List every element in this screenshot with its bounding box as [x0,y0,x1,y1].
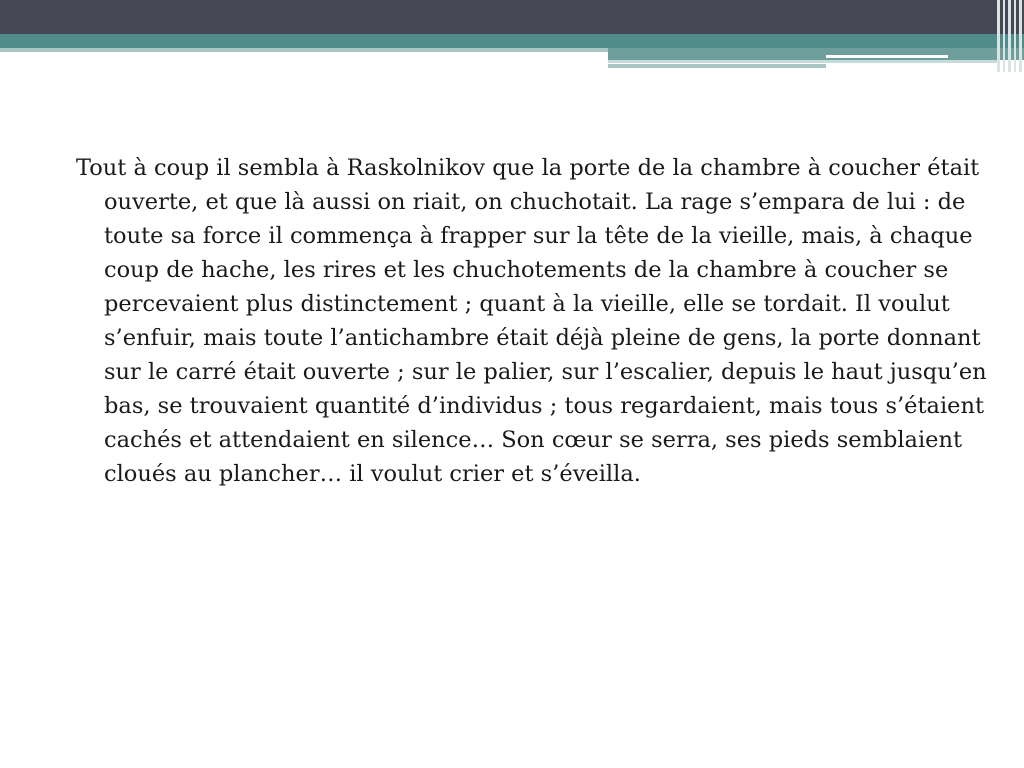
slide-body-text: Tout à coup il sembla à Raskolnikov que la porte de la chambre à coucher était ouverte, et que là aussi on riait, on chuchotait. La rage s’empara de lui : de toute sa force il commença à frapper sur la tête de la vieille, mais, à chaque coup de hache, les rires et les chuchotements de la chambre à coucher se percevaient plus distinctement ; quant à la vieille, elle se tordait. Il voulut s’enfuir, mais toute l’antichambre était déjà pleine de gens, la porte donnant sur le carré était ouverte ; sur le palier, sur l’escalier, depuis le haut jusqu’en bas, se trouvaient quantité d’individus ; tous regardaient, mais tous s’étaient cachés et attendaient en silence… Son cœur se serra, ses pieds semblaient cloués au plancher… il voulut crier et s’éveilla. [76,155,987,487]
header-accent-block [608,48,1024,60]
header-accent-line [608,60,1000,63]
header-bar [0,0,1024,34]
header-thin-line [0,48,608,52]
header-accent-line [608,64,826,68]
decorative-stripes [995,0,1024,72]
header-teal-band [0,34,1024,48]
header-accent-line [826,55,948,58]
